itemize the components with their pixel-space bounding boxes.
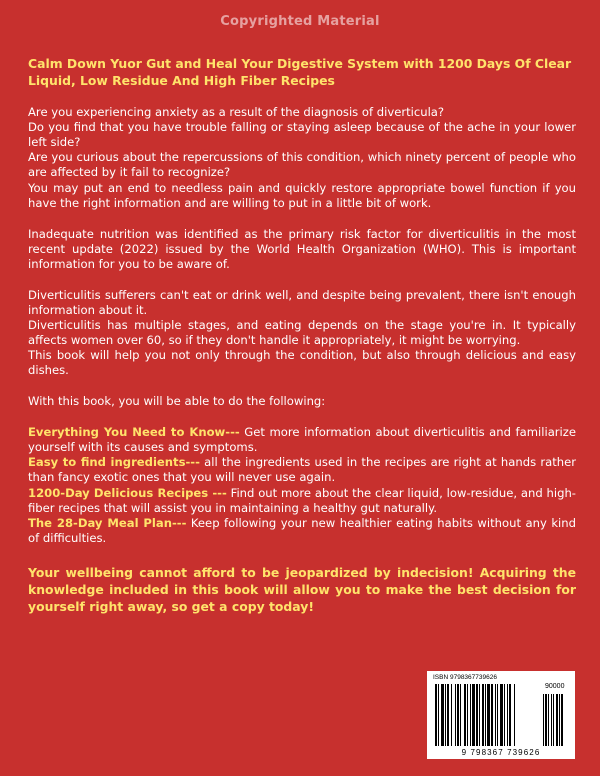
sufferers-line: Diverticulitis sufferers can't eat or drink well, and despite being prevalent, there isn't enough information about it. bbox=[28, 287, 576, 317]
closing-call-to-action: Your wellbeing cannot afford to be jeopardized by indecision! Acquiring the knowledge included in this book will allow you to make the best decision for yourself right away, so get a copy today! bbox=[28, 564, 576, 614]
feature-text: all the ingredients used in the recipes are right at hands rather than fancy exotic ones that you will never use again. bbox=[28, 455, 576, 485]
intro-line: Are you experiencing anxiety as a result of the diagnosis of diverticula? bbox=[28, 105, 445, 120]
intro-line: You may put an end to needless pain and quickly restore appropriate bowel function if you have the right information and are willing to put in a little bit of work. bbox=[28, 180, 576, 210]
sufferers-line: Diverticulitis has multiple stages, and eating depends on the stage you're in. It typically affects women over 60, so if they don't handle it appropriately, it might be worrying. bbox=[28, 317, 576, 348]
with-book-line: With this book, you will be able to do the following: bbox=[28, 394, 326, 409]
feature-text: Find out more about the clear liquid, low-residue, and high-fiber recipes that will assist you in maintaining a healthy gut naturally. bbox=[28, 485, 576, 515]
feature-list bbox=[28, 425, 576, 546]
feature-item bbox=[28, 516, 576, 546]
price-code: 90000 bbox=[545, 683, 565, 690]
barcode-bars-icon bbox=[435, 684, 567, 746]
feature-item bbox=[28, 486, 576, 516]
feature-label: Everything You Need to Know--- bbox=[28, 425, 240, 440]
isbn-label: ISBN 9798367739626 bbox=[433, 674, 497, 681]
feature-text: Get more information about diverticulitis and familiarize yourself with its causes and symptoms. bbox=[28, 425, 576, 455]
feature-item bbox=[28, 425, 576, 455]
isbn-barcode bbox=[427, 671, 575, 759]
feature-label: Easy to find ingredients--- bbox=[28, 455, 200, 470]
intro-line: Do you find that you have trouble falling or staying asleep because of the ache in your lower left side? bbox=[28, 120, 576, 150]
feature-label: 1200-Day Delicious Recipes --- bbox=[28, 485, 227, 500]
isbn-digits: 9 798367 739626 bbox=[461, 748, 541, 757]
who-paragraph: Inadequate nutrition was identified as the primary risk factor for diverticulitis in the most recent update (2022) issued by the World Health Organization (WHO). This is important information for you to be aware of. bbox=[28, 226, 576, 271]
back-cover-text bbox=[28, 55, 576, 615]
feature-item bbox=[28, 455, 576, 485]
book-title: Calm Down Yuor Gut and Heal Your Digestive System with 1200 Days Of Clear Liquid, Low Residue And High Fiber Recipes bbox=[28, 56, 572, 89]
intro-questions bbox=[28, 105, 576, 210]
sufferers-line: This book will help you not only through the condition, but also through delicious and easy dishes. bbox=[28, 348, 576, 378]
copyright-watermark: Copyrighted Material bbox=[220, 14, 380, 29]
sufferers-paragraph bbox=[28, 288, 576, 378]
intro-line: Are you curious about the repercussions of this condition, which ninety percent of people who are affected by it fail to recognize? bbox=[28, 150, 576, 180]
feature-text: Keep following your new healthier eating habits without any kind of difficulties. bbox=[28, 515, 576, 545]
feature-label: The 28-Day Meal Plan--- bbox=[28, 515, 187, 530]
